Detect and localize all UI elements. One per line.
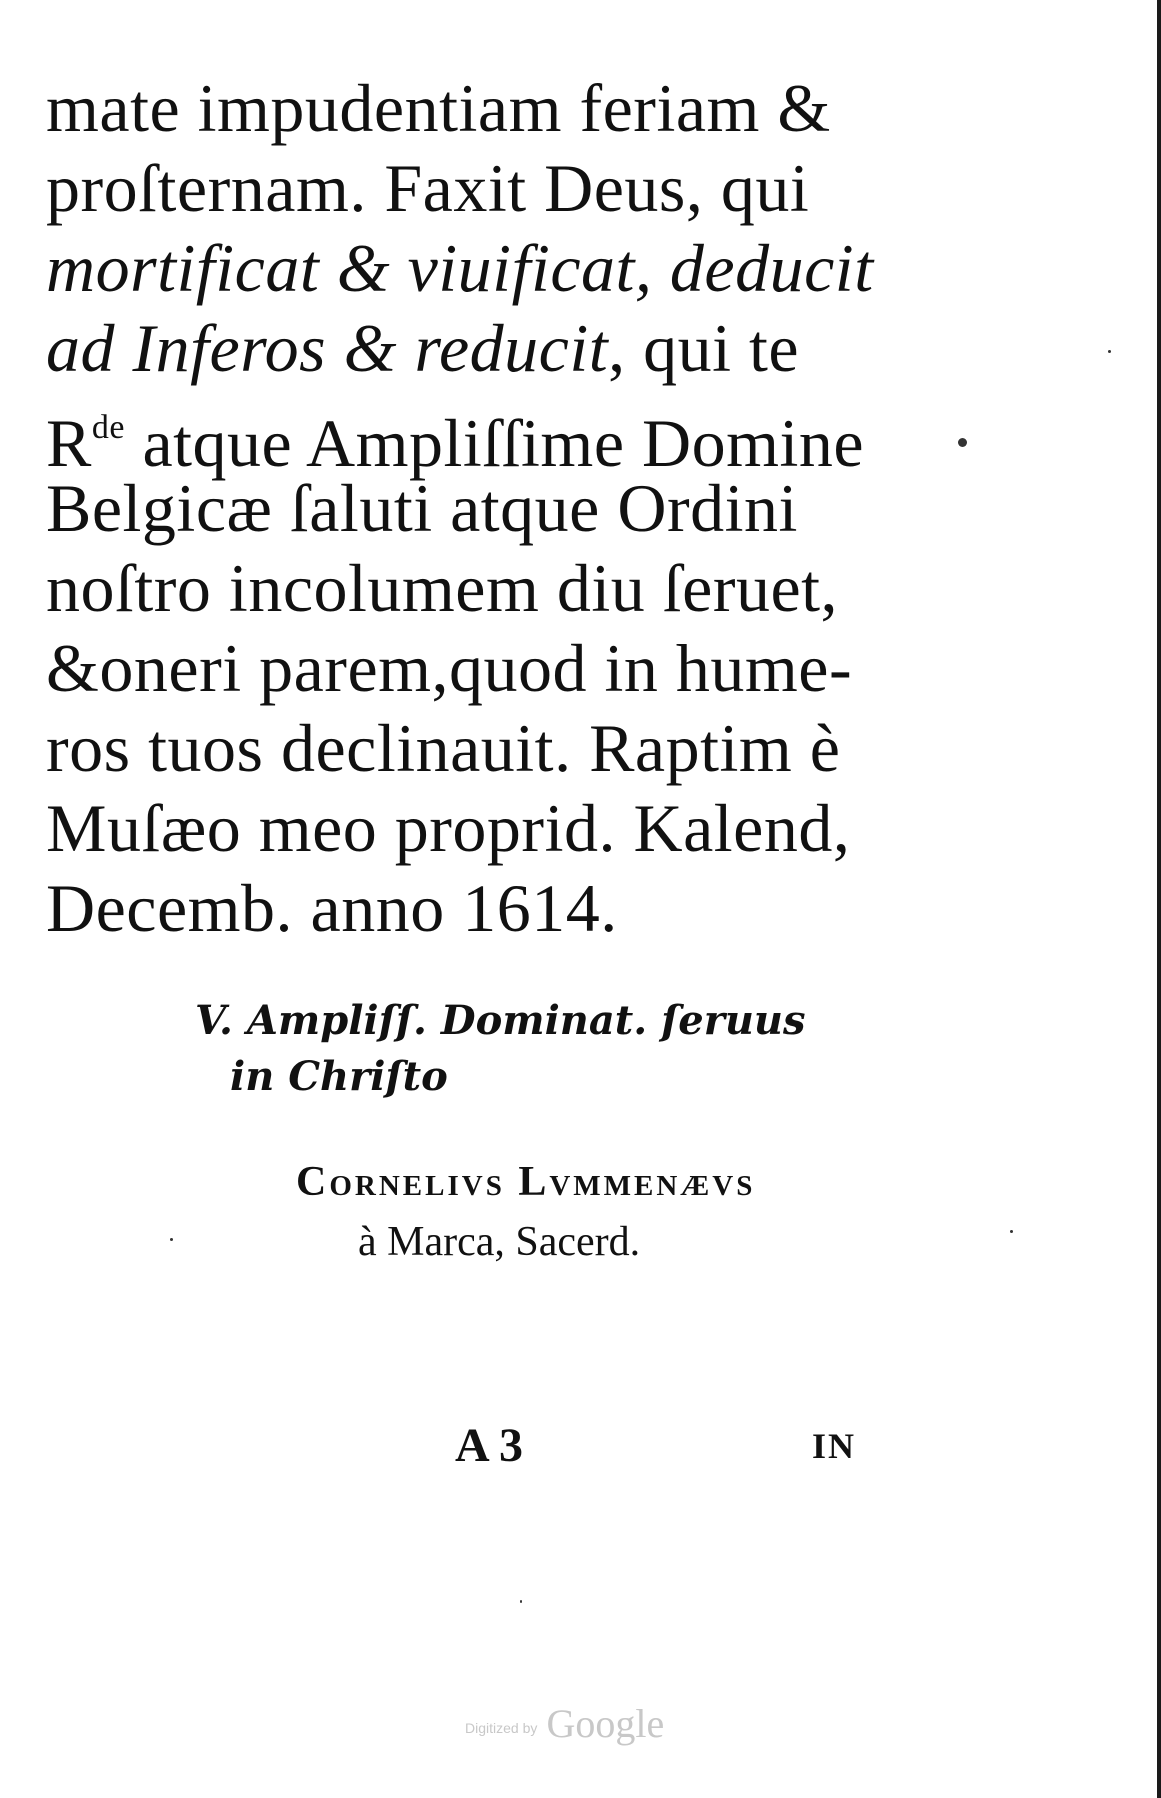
text-line — [46, 788, 926, 868]
text-segment: ros tuos declinauit. Raptim è — [46, 710, 841, 786]
signature-line-2: in Chriſto — [230, 1053, 448, 1100]
text-segment: Muſæo meo proprid. Kalend, — [46, 790, 851, 866]
text-line — [46, 388, 926, 481]
text-line — [46, 228, 926, 308]
text-segment: ad Inferos & reducit — [46, 310, 609, 386]
author-name: Cornelivs Lvmmenævs — [296, 1159, 756, 1205]
text-line — [46, 548, 926, 628]
ink-speck — [170, 1238, 173, 1241]
text-segment: noſtro incolumem diu ſeruet, — [46, 550, 839, 626]
text-segment: mortificat & viuificat, deducit — [46, 230, 874, 306]
text-line — [46, 708, 926, 788]
signature-closing — [195, 993, 806, 1105]
page-edge — [1157, 0, 1161, 1798]
ink-speck — [1108, 350, 1111, 353]
text-segment: de — [91, 409, 125, 446]
watermark-prefix: Digitized by — [465, 1720, 538, 1736]
catchword: IN — [812, 1426, 857, 1466]
google-logo: Google — [546, 1701, 665, 1746]
text-line — [46, 68, 926, 148]
digitized-watermark — [465, 1700, 664, 1747]
ink-speck — [520, 1600, 522, 1603]
text-line — [46, 308, 926, 388]
text-segment: mate impudentiam feriam & — [46, 70, 831, 146]
ink-speck — [958, 438, 967, 447]
text-line — [46, 148, 926, 228]
signature-mark: A 3 — [455, 1419, 524, 1472]
text-segment: atque Ampliſſime Domine — [124, 405, 865, 481]
text-segment: proſternam. Faxit Deus, qui — [46, 150, 810, 226]
author-title: à Marca, Sacerd. — [358, 1219, 641, 1265]
text-segment: &oneri parem,quod in hume- — [46, 630, 853, 706]
text-line — [46, 628, 926, 708]
signature-line-1: V. Ampliſſ. Dominat. ſeruus — [195, 997, 806, 1044]
text-line — [46, 468, 926, 548]
text-segment: , qui te — [608, 310, 800, 386]
text-line — [46, 868, 926, 948]
text-segment: R — [46, 405, 92, 481]
text-segment: Decemb. anno 1614. — [46, 870, 618, 946]
ink-speck — [1010, 1230, 1013, 1233]
body-text — [46, 68, 926, 948]
text-segment: Belgicæ ſaluti atque Ordini — [46, 470, 798, 546]
